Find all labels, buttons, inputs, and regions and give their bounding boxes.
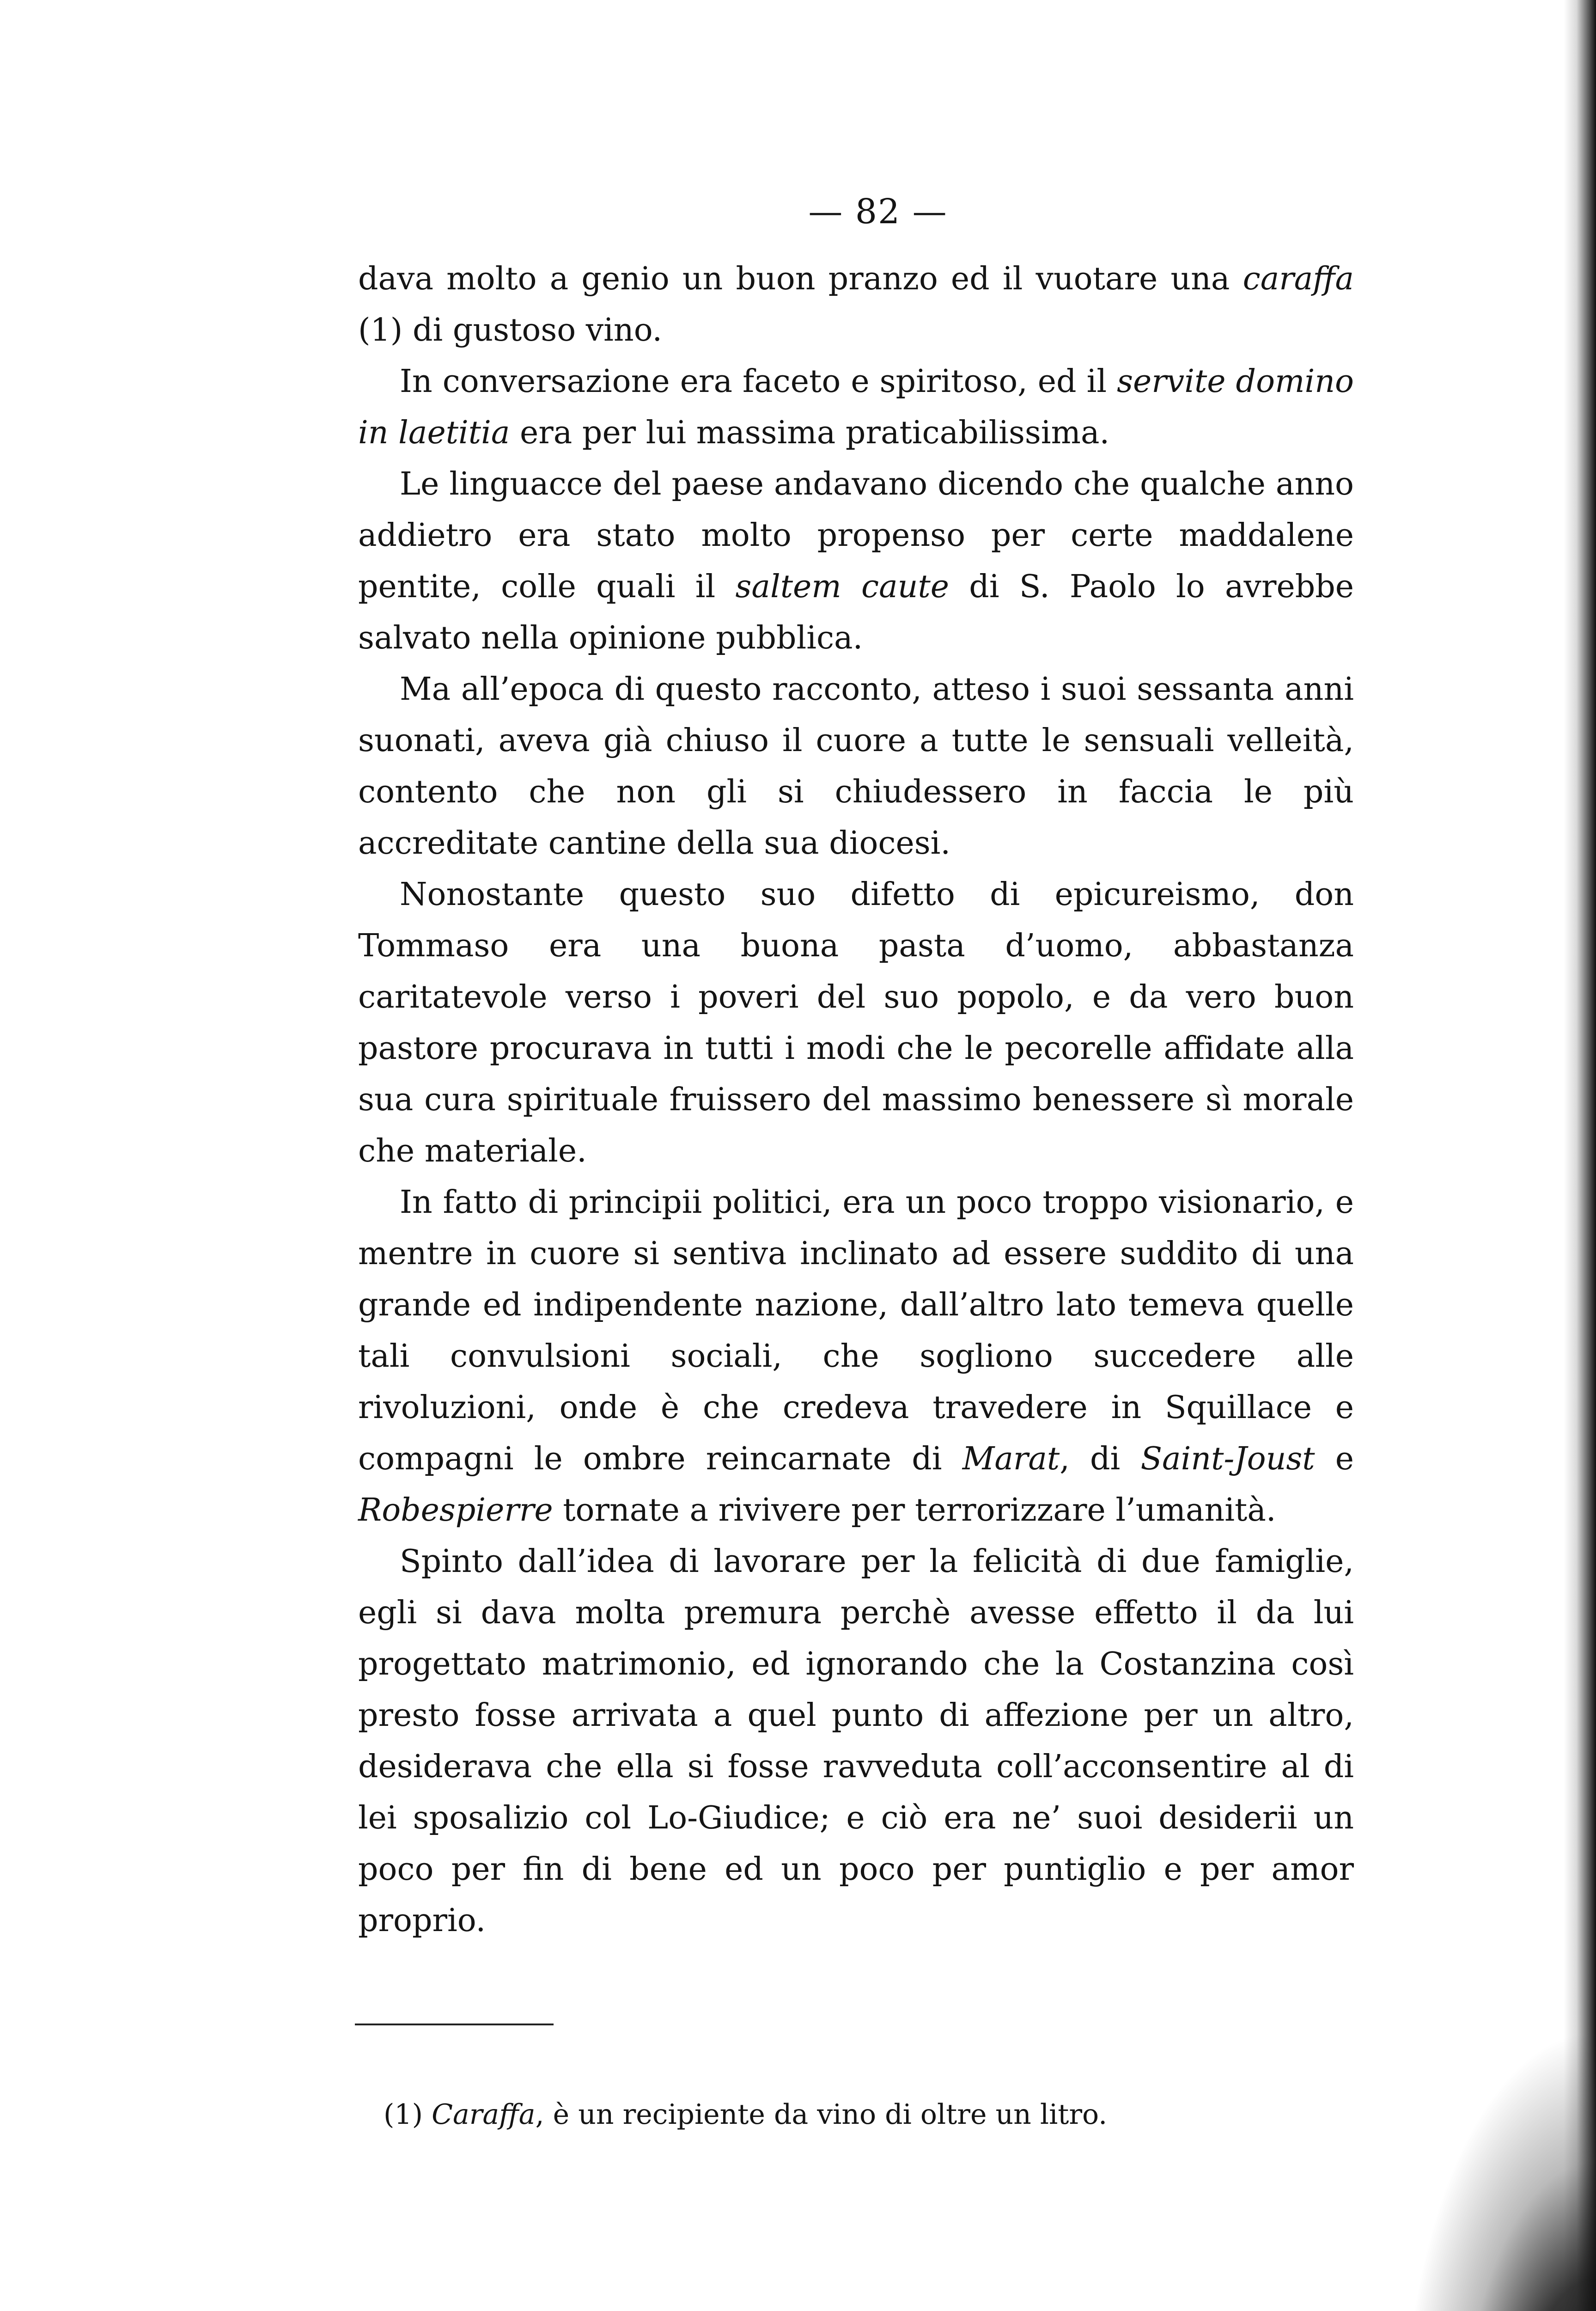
paragraph-2-text-a: In conversazione era faceto e spiritoso, ed il (400, 363, 1117, 400)
paragraph-6 (358, 1177, 1354, 1536)
footnote-text: , è un recipiente da vino di oltre un litro. (535, 2098, 1108, 2131)
paragraph-5 (358, 869, 1354, 1177)
scan-corner-shadow (1402, 2028, 1596, 2311)
paragraph-2 (358, 356, 1354, 459)
footnote-term: Caraffa (432, 2098, 536, 2131)
page-number: — 82 — (808, 192, 948, 232)
paragraph-6-text-g: tornate a rivivere per terrorizzare l’umanità. (553, 1492, 1276, 1528)
paragraph-7 (358, 1536, 1354, 1946)
footnote-marker: (1) (384, 2098, 432, 2131)
paragraph-1 (358, 253, 1354, 356)
scan-edge-shadow (1564, 0, 1596, 2311)
paragraph-6-italic-marat: Marat (962, 1441, 1060, 1477)
paragraph-7-text: Spinto dall’idea di lavorare per la felicità di due famiglie, egli si dava molta premura perchè avesse effetto il da lui progettato matrimonio, ed ignorando che la Costanzina così presto fosse arrivata a quel punto di affezione per un altro, desiderava che ella si fosse ravveduta coll’acconsentire al di lei sposalizio col Lo-Giudice; e ciò era ne’ suoi desiderii un poco per fin di bene ed un poco per puntiglio e per amor proprio. (358, 1543, 1354, 1939)
paragraph-2-text-c: era per lui massima praticabilissima. (510, 415, 1110, 451)
paragraph-3-italic-latin: saltem caute (735, 569, 950, 605)
paragraph-6-text-e: e (1315, 1441, 1354, 1477)
paragraph-6-text-a: In fatto di principii politici, era un poco troppo visionario, e mentre in cuore si sentiva inclinato ad essere suddito di una grande ed indipendente nazione, dall’altro lato temeva quelle tali convulsioni sociali, che sogliono succedere alle rivoluzioni, onde è che credeva travedere in Squillace e compagni le ombre reincarnate di (358, 1184, 1354, 1477)
paragraph-2-italic-latin: servite domino in laetitia (358, 363, 1354, 451)
paragraph-6-text-c: , di (1060, 1441, 1141, 1477)
paragraph-1-text-c: (1) di gustoso vino. (358, 312, 663, 348)
body-text (358, 253, 1354, 1946)
paragraph-3-text-c: di S. Paolo lo avrebbe salvato nella opinione pubblica. (358, 569, 1354, 656)
paragraph-5-text: Nonostante questo suo difetto di epicureismo, don Tommaso era una buona pasta d’uomo, abbastanza caritatevole verso i poveri del suo popolo, e da vero buon pastore procurava in tutti i modi che le pecorelle affidate alla sua cura spirituale fruissero del massimo benessere sì morale che materiale. (358, 876, 1354, 1169)
paragraph-1-italic-caraffa: caraffa (1243, 261, 1354, 297)
paragraph-6-italic-robespierre: Robespierre (358, 1492, 553, 1528)
paragraph-4-text: Ma all’epoca di questo racconto, atteso i suoi sessanta anni suonati, aveva già chiuso il cuore a tutte le sensuali velleità, contento che non gli si chiudessero in faccia le più accreditate cantine della sua diocesi. (358, 671, 1354, 862)
paragraph-6-italic-saint-joust: Saint-Joust (1140, 1441, 1315, 1477)
paragraph-4 (358, 664, 1354, 869)
footnote (384, 2096, 1354, 2133)
paragraph-3 (358, 459, 1354, 664)
paragraph-1-text-a: dava molto a genio un buon pranzo ed il vuotare una (358, 261, 1243, 297)
paragraph-3-text-a: Le linguacce del paese andavano dicendo che qualche anno addietro era stato molto propenso per certe maddalene pentite, colle quali il (358, 466, 1354, 605)
footnote-divider (355, 2024, 554, 2025)
